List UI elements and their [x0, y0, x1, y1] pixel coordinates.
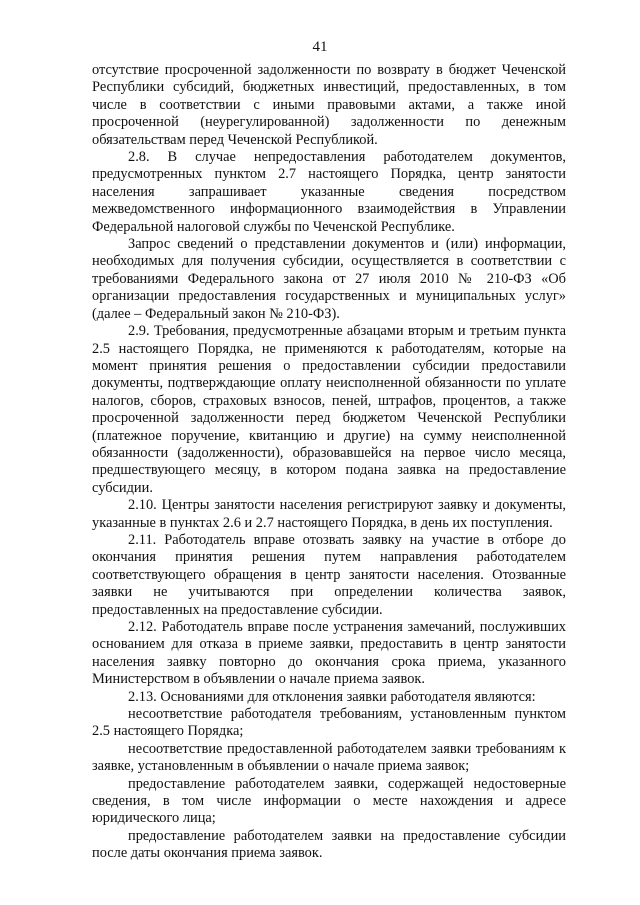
paragraph-2-11: 2.11. Работодатель вправе отозвать заявку на участие в отборе до окончания принятия решения путем направления работодателем соответствующего обращения в центр занятости населения. Отозванные заявки не учитываются при определении количества заявок, предоставленных на предоставление субсидии. [92, 531, 566, 618]
paragraph-2-12: 2.12. Работодатель вправе после устранения замечаний, послуживших основанием для отказа в приеме заявки, предоставить в центр занятости населения заявку повторно до окончания срока приема, указанного Министерством в объявлении о начале приема заявок. [92, 619, 566, 688]
paragraph-request: Запрос сведений о представлении документов и (или) информации, необходимых для получения субсидии, осуществляется в соответствии с требованиями Федерального закона от 27 июля 2010 № 210-ФЗ «Об организации предоставления государственных и муниципальных услуг» (далее – Федеральный закон № 210-ФЗ). [92, 236, 566, 322]
paragraph-2-10: 2.10. Центры занятости населения регистрируют заявку и документы, указанные в пунктах 2.6 и 2.7 настоящего Порядка, в день их поступления. [92, 497, 566, 531]
list-item: предоставление работодателем заявки на предоставление субсидии после даты окончания приема заявок. [92, 827, 566, 862]
paragraph-2-13: 2.13. Основаниями для отклонения заявки работодателя являются: [128, 688, 536, 705]
list-item: предоставление работодателем заявки, содержащей недостоверные сведения, в том числе информации о месте нахождения и адресе юридического лица; [92, 775, 566, 827]
list-item: несоответствие работодателя требованиям, установленным пунктом 2.5 настоящего Порядка; [92, 706, 566, 740]
paragraph-continuation: отсутствие просроченной задолженности по возврату в бюджет Чеченской Республики субсидий, бюджетных инвестиций, предоставленных, в том числе в соответствии с иными правовыми актами, а также иной просроченной (неурегулированной) задолженности по денежным обязательствам перед Чеченской Республикой. [92, 62, 566, 148]
paragraph-2-8: 2.8. В случае непредоставления работодателем документов, предусмотренных пунктом 2.7 настоящего Порядка, центр занятости населения запрашивает указанные сведения посредством межведомственного информационного взаимодействия в Управлении Федеральной налоговой службы по Чеченской Республике. [92, 149, 566, 235]
paragraph-2-9: 2.9. Требования, предусмотренные абзацами вторым и третьим пункта 2.5 настоящего Порядка, не применяются к работодателям, которые на момент принятия решения о предоставлении субсидии предоставили документы, подтверждающие оплату неисполненной обязанности по уплате налогов, сборов, страховых взносов, пеней, штрафов, процентов, а также просроченной задолженности перед бюджетом Чеченской Республики (платежное поручение, квитанцию и другие) на сумму неисполненной обязанности (задолженности), образовавшейся на первое число месяца, предшествующего месяцу, в котором подана заявка на предоставление субсидии. [92, 323, 566, 496]
list-item: несоответствие предоставленной работодателем заявки требованиям к заявке, установленным в объявлении о начале приема заявок; [92, 740, 566, 775]
page-number: 41 [312, 39, 328, 55]
document-body [92, 62, 566, 863]
